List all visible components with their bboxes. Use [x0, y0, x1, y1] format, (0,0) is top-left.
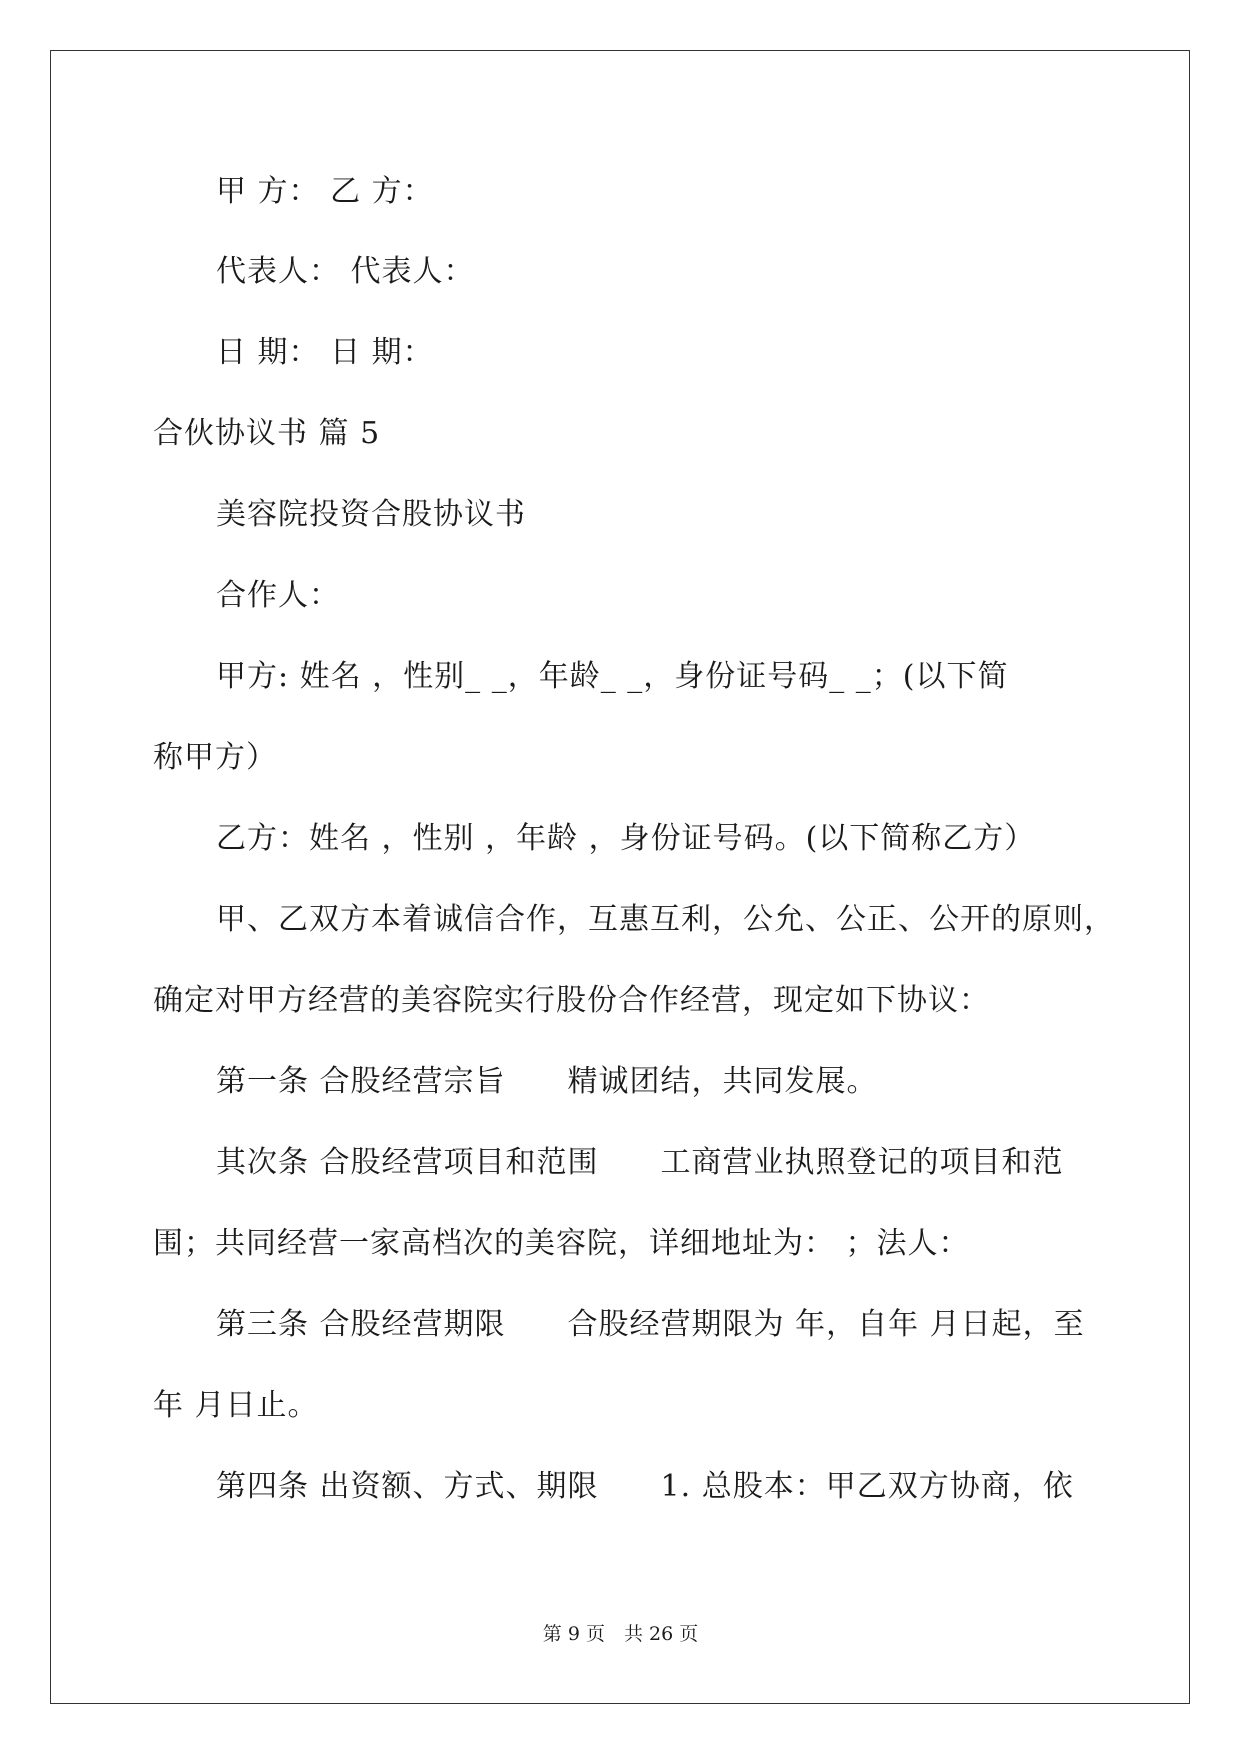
paragraph-line: 甲、乙双方本着诚信合作，互惠互利，公允、公正、公开的原则，: [216, 902, 1115, 937]
page-number-footer: 第 9 页 共 26 页: [542, 1623, 699, 1645]
article-line: 其次条 合股经营项目和范围 工商营业执照登记的项目和范: [216, 1145, 1064, 1180]
article-line: 第三条 合股经营期限 合股经营期限为 年，自年 月日起，至: [216, 1307, 1085, 1342]
paragraph-line: 甲方: 姓名 ，性别_ _，年龄_ _，身份证号码_ _；(以下简: [216, 659, 1009, 694]
signature-date-line: 日 期： 日 期：: [216, 335, 434, 370]
agreement-title: 美容院投资合股协议书: [216, 497, 526, 532]
paragraph-line: 合作人：: [216, 578, 340, 613]
signature-party-line: 甲 方： 乙 方：: [216, 174, 434, 209]
article-line: 第四条 出资额、方式、期限 1. 总股本：甲乙双方协商，依: [216, 1469, 1074, 1504]
paragraph-line: 确定对甲方经营的美容院实行股份合作经营，现定如下协议：: [153, 983, 990, 1018]
paragraph-line: 乙方：姓名 ，性别 ，年龄 ，身份证号码。(以下简称乙方）: [216, 821, 1036, 856]
paragraph-line: 称甲方）: [153, 740, 277, 775]
page-border: [50, 50, 1190, 1704]
signature-representative-line: 代表人： 代表人：: [216, 254, 475, 289]
article-line: 第一条 合股经营宗旨 精诚团结，共同发展。: [216, 1064, 878, 1099]
section-heading: 合伙协议书 篇 5: [153, 416, 381, 451]
paragraph-line: 围；共同经营一家高档次的美容院，详细地址为： ；法人：: [153, 1226, 970, 1261]
paragraph-line: 年 月日止。: [153, 1388, 319, 1423]
